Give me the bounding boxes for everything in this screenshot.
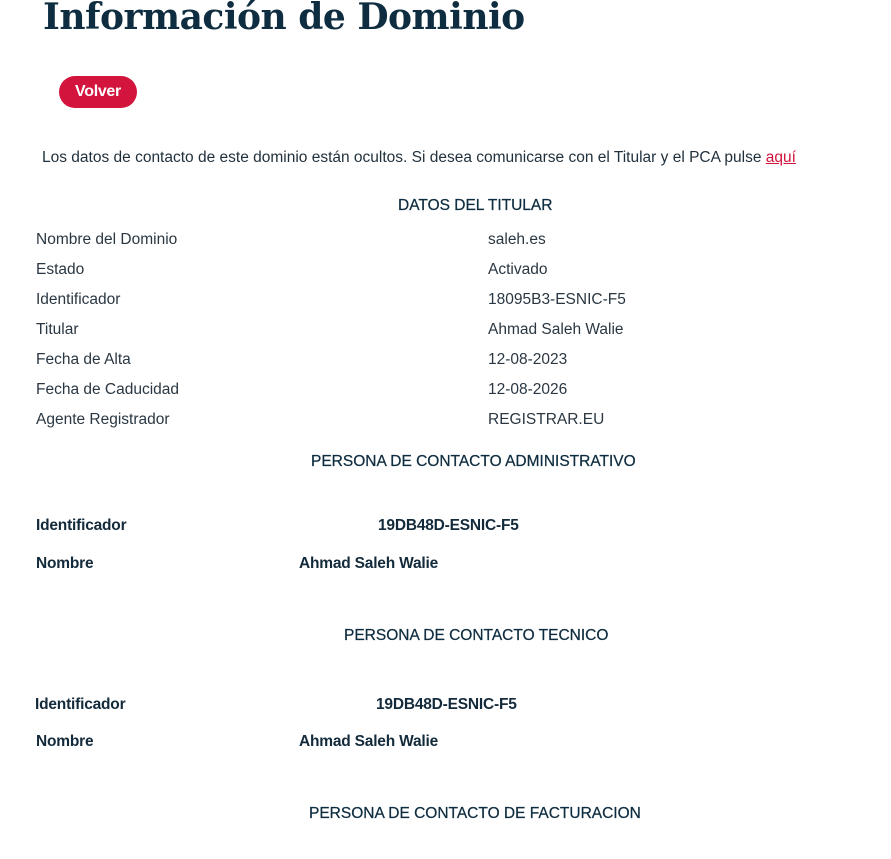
row-label-identifier: Identificador xyxy=(36,291,121,308)
privacy-notice xyxy=(42,149,796,167)
tech-contact-id-label: Identificador xyxy=(35,696,126,713)
row-value-identifier: 18095B3-ESNIC-F5 xyxy=(488,291,626,308)
tech-contact-name-value: Ahmad Saleh Walie xyxy=(299,733,439,750)
row-value-registration-date: 12-08-2023 xyxy=(488,351,568,368)
row-value-expiry-date: 12-08-2026 xyxy=(488,381,568,398)
admin-contact-heading: PERSONA DE CONTACTO ADMINISTRATIVO xyxy=(311,453,636,470)
admin-contact-id-value: 19DB48D-ESNIC-F5 xyxy=(378,517,519,534)
titular-heading: DATOS DEL TITULAR xyxy=(398,197,553,214)
row-label-registrar: Agente Registrador xyxy=(36,411,170,428)
contact-link[interactable]: aquí xyxy=(765,149,796,166)
admin-contact-id-label: Identificador xyxy=(36,517,127,534)
row-label-domain-name: Nombre del Dominio xyxy=(36,231,178,248)
row-label-holder: Titular xyxy=(36,321,79,338)
tech-contact-id-value: 19DB48D-ESNIC-F5 xyxy=(376,696,517,713)
row-label-expiry-date: Fecha de Caducidad xyxy=(36,381,180,398)
privacy-notice-text: Los datos de contacto de este dominio están ocultos. Si desea comunicarse con el Titular y el PCA pulse xyxy=(42,149,766,166)
back-button[interactable]: Volver xyxy=(59,76,137,108)
row-value-registrar: REGISTRAR.EU xyxy=(488,411,605,428)
row-value-holder: Ahmad Saleh Walie xyxy=(488,321,624,338)
billing-contact-heading: PERSONA DE CONTACTO DE FACTURACION xyxy=(309,805,641,822)
tech-contact-name-label: Nombre xyxy=(36,733,94,750)
tech-contact-heading: PERSONA DE CONTACTO TECNICO xyxy=(344,627,609,644)
page-title: Información de Dominio xyxy=(43,0,525,38)
admin-contact-name-value: Ahmad Saleh Walie xyxy=(299,555,439,572)
row-value-domain-name: saleh.es xyxy=(488,231,546,248)
row-value-status: Activado xyxy=(488,261,548,278)
row-label-registration-date: Fecha de Alta xyxy=(36,351,131,368)
admin-contact-name-label: Nombre xyxy=(36,555,94,572)
row-label-status: Estado xyxy=(36,261,85,278)
